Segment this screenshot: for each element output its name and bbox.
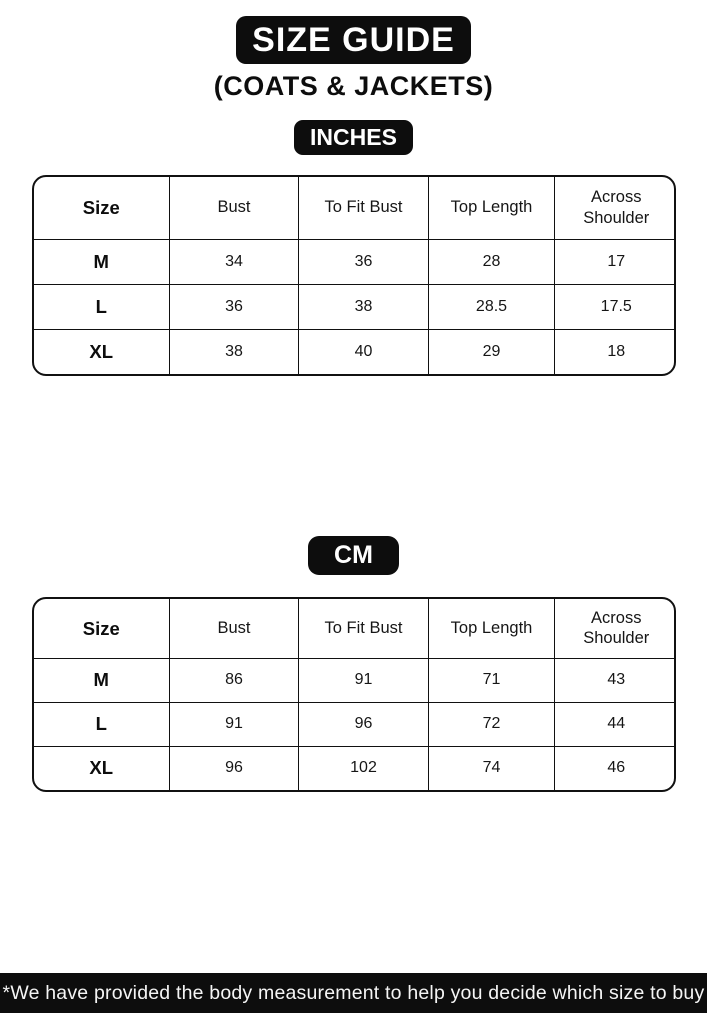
size-table-cm (32, 597, 676, 792)
table-row-m (34, 239, 676, 284)
page-subtitle: (COATS & JACKETS) (213, 71, 494, 101)
value-cell: 44 (555, 702, 676, 746)
unit-label-inches: INCHES (310, 124, 397, 150)
value-cell: 40 (299, 329, 429, 374)
size-cell: L (34, 702, 170, 746)
unit-label-cm: CM (334, 541, 373, 569)
value-cell: 36 (170, 284, 299, 329)
value-cell: 17 (555, 239, 676, 284)
footer-note-bar (0, 973, 707, 1013)
value-cell: 96 (170, 746, 299, 790)
column-header-across-shoulder: Across Shoulder (555, 599, 676, 658)
header-row (34, 599, 676, 658)
value-cell: 72 (429, 702, 555, 746)
size-cell: XL (34, 329, 170, 374)
value-cell: 91 (299, 658, 429, 702)
size-cell: M (34, 239, 170, 284)
table-row-l (34, 284, 676, 329)
column-header-bust: Bust (170, 177, 299, 239)
value-cell: 28 (429, 239, 555, 284)
value-cell: 38 (170, 329, 299, 374)
cm-table (34, 599, 676, 790)
value-cell: 34 (170, 239, 299, 284)
table-row-xl (34, 329, 676, 374)
value-cell: 17.5 (555, 284, 676, 329)
value-cell: 71 (429, 658, 555, 702)
column-header-to-fit-bust: To Fit Bust (299, 177, 429, 239)
page-title-badge (236, 16, 471, 64)
unit-badge-cm (308, 536, 399, 575)
value-cell: 28.5 (429, 284, 555, 329)
value-cell: 96 (299, 702, 429, 746)
value-cell: 38 (299, 284, 429, 329)
table-row-l (34, 702, 676, 746)
value-cell: 46 (607, 759, 626, 777)
value-cell: 43 (555, 658, 676, 702)
table-row-m (34, 658, 676, 702)
column-header-size: Size (34, 177, 170, 239)
column-header-to-fit-bust: To Fit Bust (299, 599, 429, 658)
column-header-size: Size (34, 599, 170, 658)
header-row (34, 177, 676, 239)
footer-note: *We have provided the body measurement to help you decide which size to buy (2, 981, 705, 1004)
value-cell: 74 (429, 746, 555, 790)
value-cell: 91 (170, 702, 299, 746)
size-table-inches (32, 175, 676, 376)
value-cell: 29 (429, 329, 555, 374)
column-header-top-length: Top Length (429, 599, 555, 658)
inches-table (34, 177, 676, 374)
value-cell: 102 (299, 746, 429, 790)
column-header-across-shoulder: Across Shoulder (555, 177, 676, 239)
value-cell: 86 (170, 658, 299, 702)
size-cell: XL (34, 746, 170, 790)
size-cell: M (34, 658, 170, 702)
column-header-bust: Bust (170, 599, 299, 658)
table-row-xl (34, 746, 676, 790)
value-cell: 18 (607, 342, 626, 360)
unit-badge-inches (294, 120, 413, 155)
value-cell: 36 (299, 239, 429, 284)
size-cell: L (34, 284, 170, 329)
column-header-top-length: Top Length (429, 177, 555, 239)
page-title: SIZE GUIDE (252, 21, 455, 59)
